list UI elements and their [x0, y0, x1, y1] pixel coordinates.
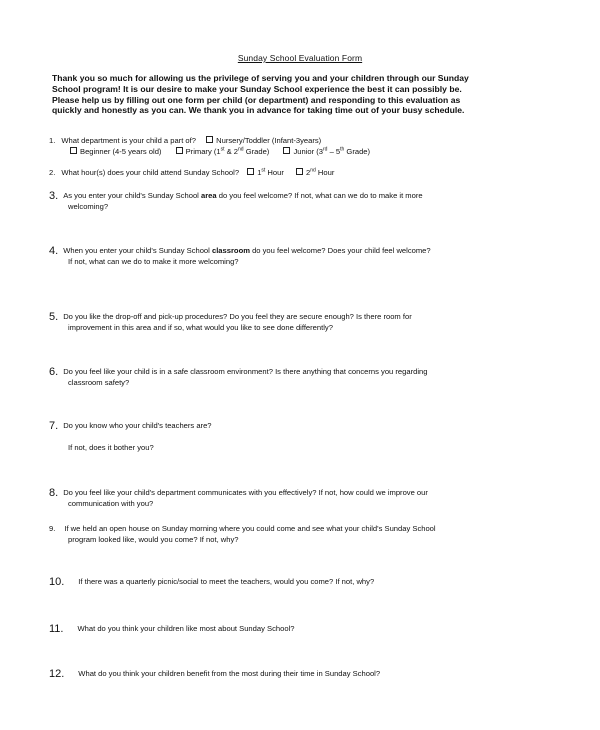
checkbox[interactable]: [296, 168, 303, 175]
question-2: [49, 168, 559, 179]
checkbox[interactable]: [70, 147, 77, 154]
question-text: What department is your child a part of?: [61, 136, 196, 145]
question-text: Do you feel like your child's department communicates with you effectively? If not, how could we improve our: [63, 488, 428, 497]
question-text-line-2: improvement in this area and if so, what would you like to see done differently?: [68, 322, 333, 332]
question-12: [49, 669, 559, 680]
question-number: 2.: [49, 168, 56, 177]
question-number: 7.: [49, 420, 59, 432]
question-7: [49, 421, 559, 453]
checkbox[interactable]: [206, 136, 213, 143]
question-text: If we held an open house on Sunday morning where you could come and see what your child's Sunday School: [64, 524, 436, 533]
question-10: [49, 577, 559, 588]
option-beginner[interactable]: Beginner (4-5 years old): [68, 147, 161, 156]
question-text: When you enter your child's Sunday School: [63, 246, 212, 255]
question-6: [49, 367, 559, 388]
option-primary[interactable]: Primary (1st & 2nd Grade): [174, 147, 270, 156]
question-text-line-2: classroom safety?: [68, 377, 130, 387]
option-second-hour[interactable]: 2nd Hour: [294, 168, 334, 177]
intro-paragraph: [52, 73, 552, 116]
question-number: 6.: [49, 366, 59, 378]
question-text: Do you know who your child's teachers are?: [63, 421, 212, 430]
question-number: 4.: [49, 245, 59, 257]
question-text: As you enter your child's Sunday School: [63, 191, 201, 200]
question-8: [49, 488, 559, 509]
question-3: 3. As you enter your child's Sunday School area do you feel welcome? If not, what can we do to make it more welcoming?: [49, 191, 559, 212]
question-text-line-2: welcoming?: [68, 201, 109, 211]
question-9: [49, 524, 559, 545]
question-number: 5.: [49, 311, 59, 323]
intro-line-2: School program! It is our desire to make your Sunday School experience the best it can possibly be.: [52, 83, 462, 94]
question-number: 9.: [49, 524, 56, 533]
form-title: Sunday School Evaluation Form: [237, 53, 363, 63]
question-number: 11.: [49, 623, 64, 635]
question-number: 3.: [49, 190, 59, 202]
intro-line-4: quickly and honestly as you can. We thank you in advance for taking time out of your busy schedule.: [52, 105, 465, 116]
question-number: 8.: [49, 487, 59, 499]
question-number: 12.: [49, 668, 65, 680]
question-text: What do you think your children benefit from the most during their time in Sunday School?: [78, 669, 381, 678]
question-emphasis: classroom: [211, 246, 250, 255]
question-1: [49, 136, 559, 157]
question-text-line-2: program looked like, would you come? If not, why?: [68, 534, 239, 544]
question-text: Do you like the drop-off and pick-up procedures? Do you feel they are secure enough? Is there room for: [63, 312, 412, 321]
option-first-hour[interactable]: 1st Hour: [245, 168, 284, 177]
checkbox[interactable]: [176, 147, 183, 154]
option-junior[interactable]: Junior (3rd – 5th Grade): [281, 147, 370, 156]
question-text-line-2: If not, what can we do to make it more welcoming?: [68, 256, 239, 266]
question-number: 10.: [49, 576, 65, 588]
question-11: [49, 624, 559, 635]
question-text: Do you feel like your child is in a safe classroom environment? Is there anything that concerns you regarding: [63, 367, 428, 376]
question-text: What hour(s) does your child attend Sunday School?: [61, 168, 240, 177]
question-text-line-2: communication with you?: [68, 498, 154, 508]
option-nursery[interactable]: Nursery/Toddler (Infant-3years): [204, 136, 321, 145]
question-text: If there was a quarterly picnic/social to meet the teachers, would you come? If not, why?: [78, 577, 375, 586]
question-emphasis: area: [200, 191, 217, 200]
intro-line-3: Please help us by filling out one form per child (or department) and responding to this evaluation as: [52, 94, 461, 105]
question-text: What do you think your children like most about Sunday School?: [77, 624, 295, 633]
checkbox[interactable]: [283, 147, 290, 154]
question-5: [49, 312, 559, 333]
checkbox[interactable]: [247, 168, 254, 175]
question-number: 1.: [49, 136, 56, 145]
intro-line-1: Thank you so much for allowing us the privilege of serving you and your children through our Sunday: [52, 73, 469, 83]
question-text-line-2: If not, does it bother you?: [68, 442, 154, 452]
question-4: 4. When you enter your child's Sunday School classroom do you feel welcome? Does your child feel welcome? If not, what can we do to make it more welcoming?: [49, 246, 559, 267]
